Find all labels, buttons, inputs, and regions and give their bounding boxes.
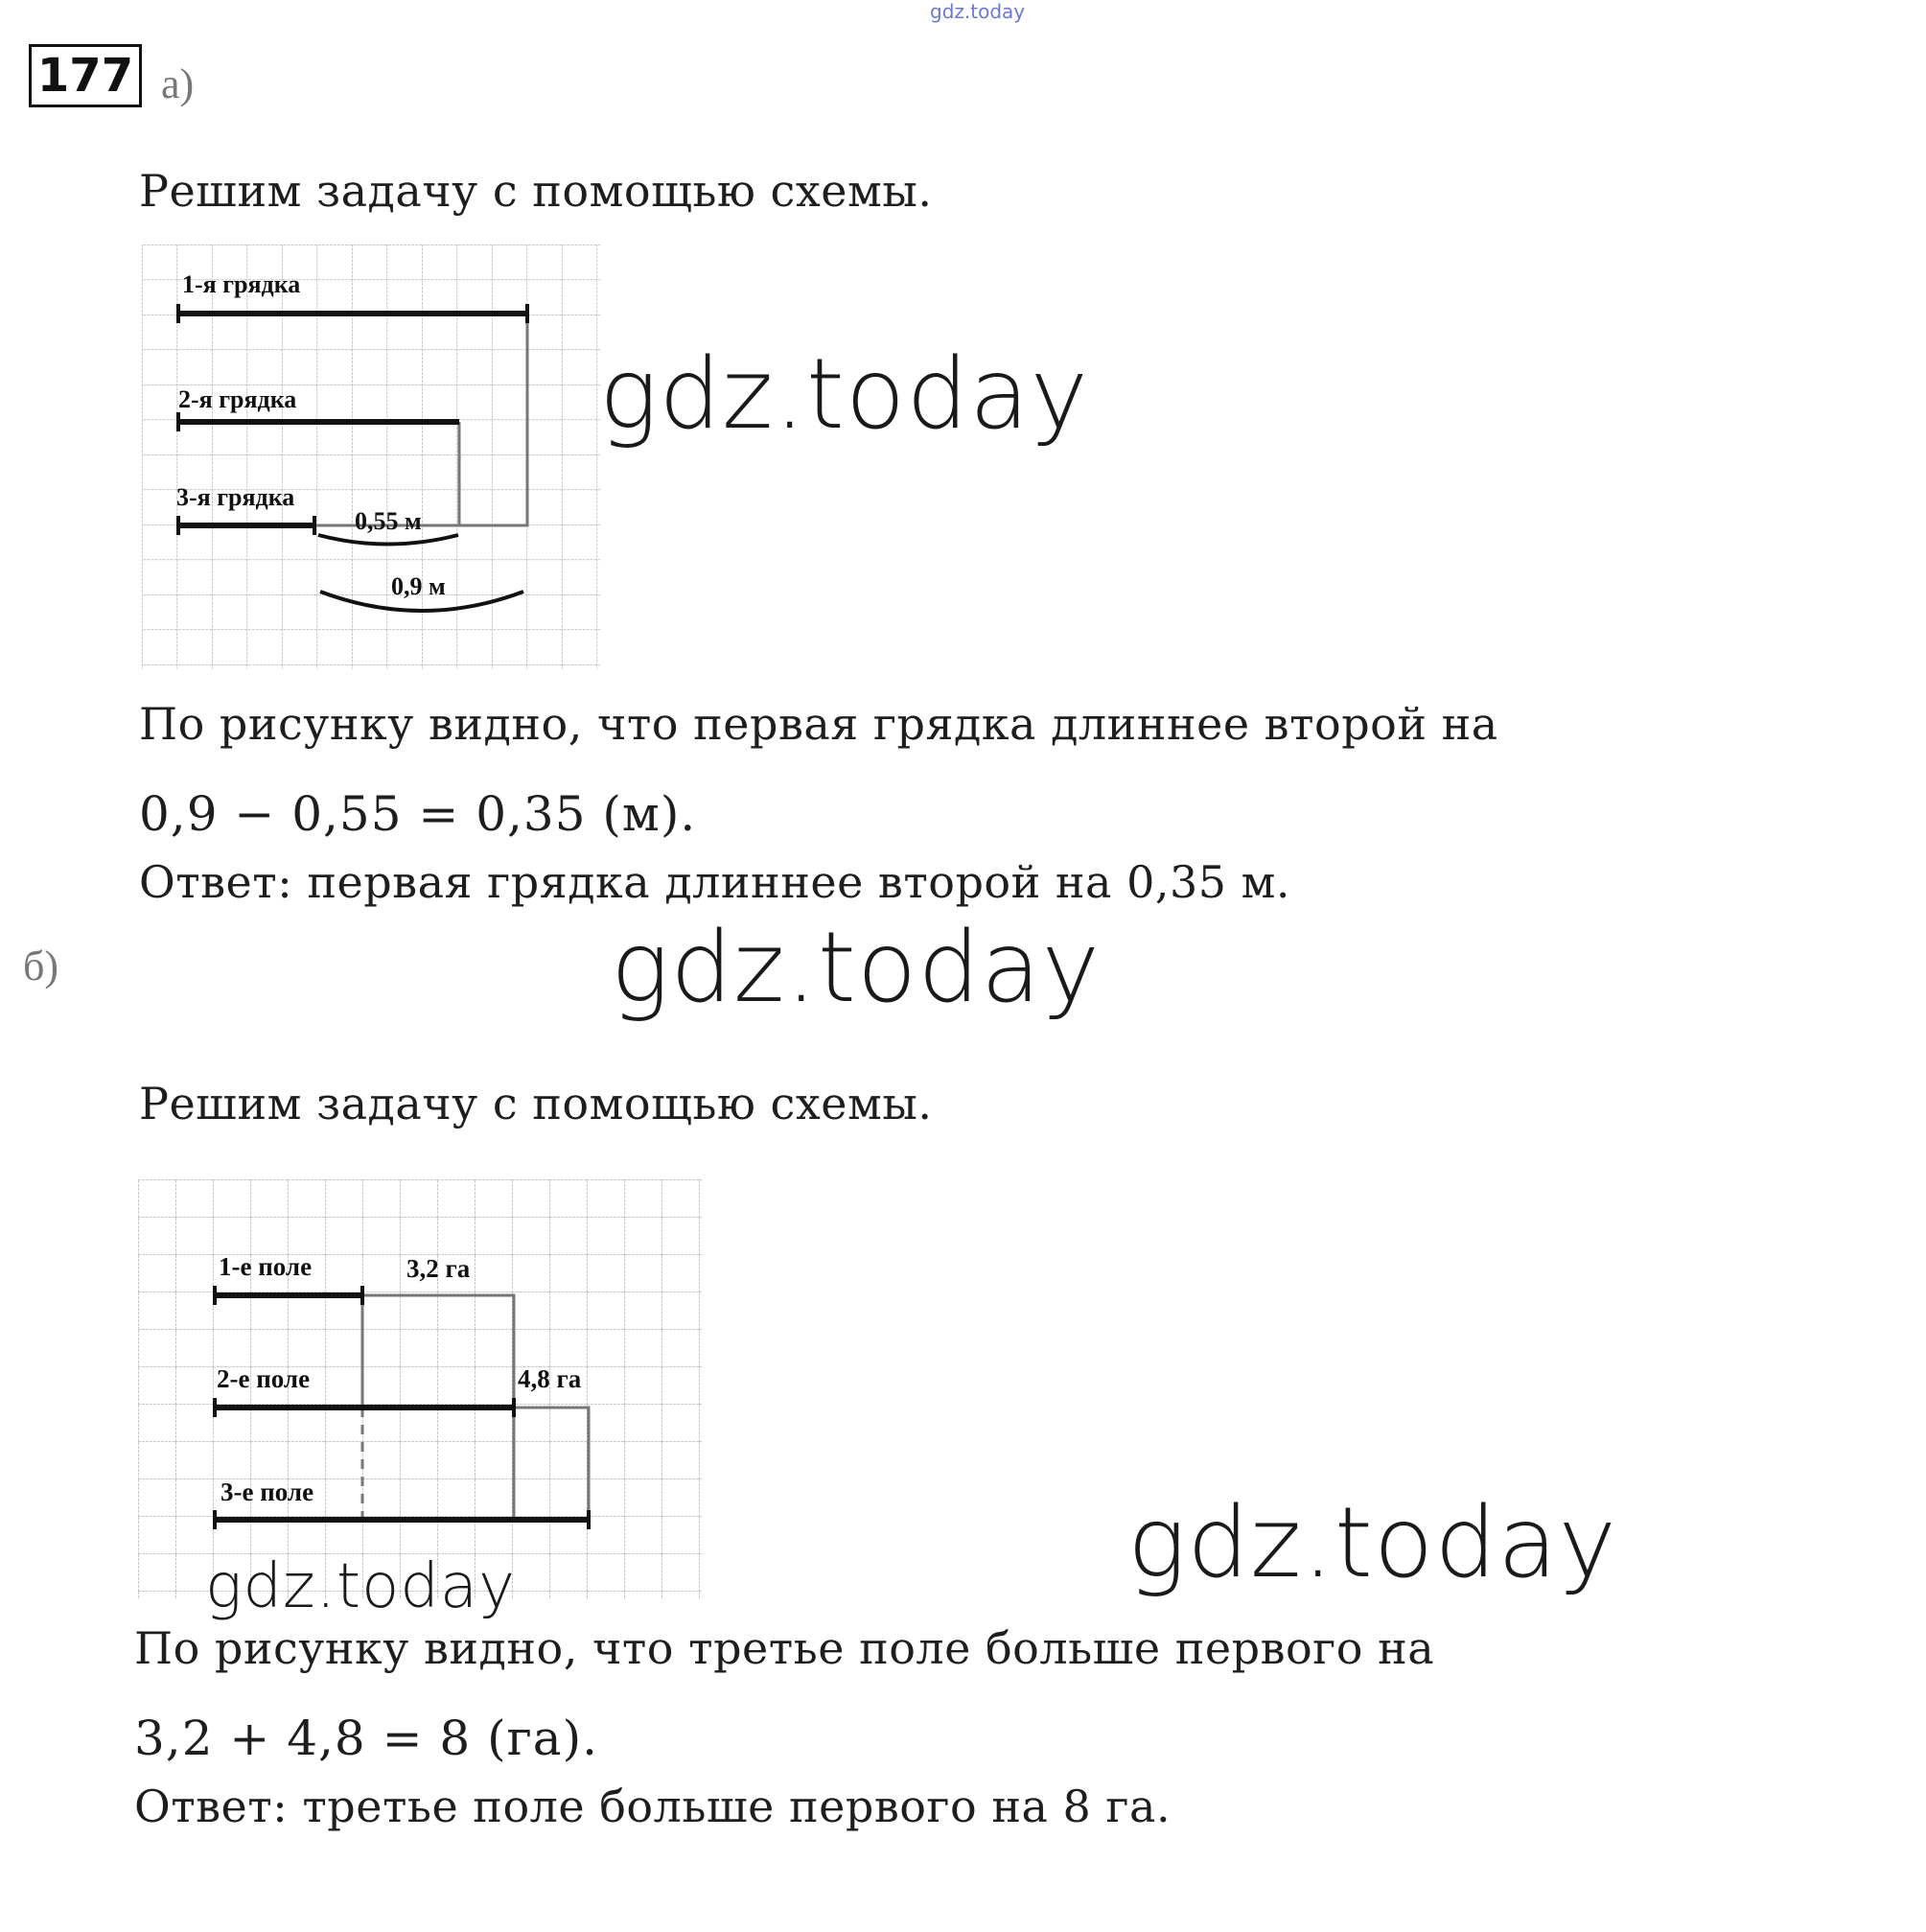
brace-long-label: 0,9 м <box>391 572 446 600</box>
watermark-1: gdz.today <box>599 338 1089 452</box>
part-a-conclusion: По рисунку видно, что первая грядка длиннее второй на <box>139 698 1498 750</box>
part-b-conclusion: По рисунку видно, что третье поле больше первого на <box>134 1622 1435 1674</box>
brace-short-label: 0,55 м <box>355 507 422 535</box>
watermark-4: gdz.today <box>1127 1486 1617 1600</box>
task-number: 177 <box>29 44 142 107</box>
diff2-label: 4,8 га <box>518 1364 582 1393</box>
field3-label: 3-е поле <box>220 1478 314 1506</box>
part-b-intro: Решим задачу с помощью схемы. <box>139 1078 933 1129</box>
field2-label: 2-е поле <box>217 1364 311 1393</box>
part-a-equation: 0,9 − 0,55 = 0,35 (м). <box>139 786 697 842</box>
watermark-top: gdz.today <box>930 0 1026 23</box>
part-a-answer: Ответ: первая грядка длиннее второй на 0,35 м. <box>139 856 1291 908</box>
part-b-diagram <box>138 1179 704 1601</box>
part-b-label: б) <box>23 943 59 989</box>
watermark-2: gdz.today <box>611 911 1101 1025</box>
bed1-label: 1-я грядка <box>182 270 301 298</box>
part-b-equation: 3,2 + 4,8 = 8 (га). <box>134 1711 599 1766</box>
bed3-label: 3-я грядка <box>176 483 295 511</box>
diff1-label: 3,2 га <box>406 1254 471 1283</box>
part-a-diagram <box>142 244 602 671</box>
watermark-3: gdz.today <box>205 1551 516 1622</box>
part-a-intro: Решим задачу с помощью схемы. <box>139 165 933 217</box>
part-b-answer: Ответ: третье поле больше первого на 8 га. <box>134 1781 1172 1832</box>
bed2-label: 2-я грядка <box>178 385 297 413</box>
part-a-label: а) <box>161 60 195 107</box>
field1-label: 1-е поле <box>219 1252 313 1281</box>
